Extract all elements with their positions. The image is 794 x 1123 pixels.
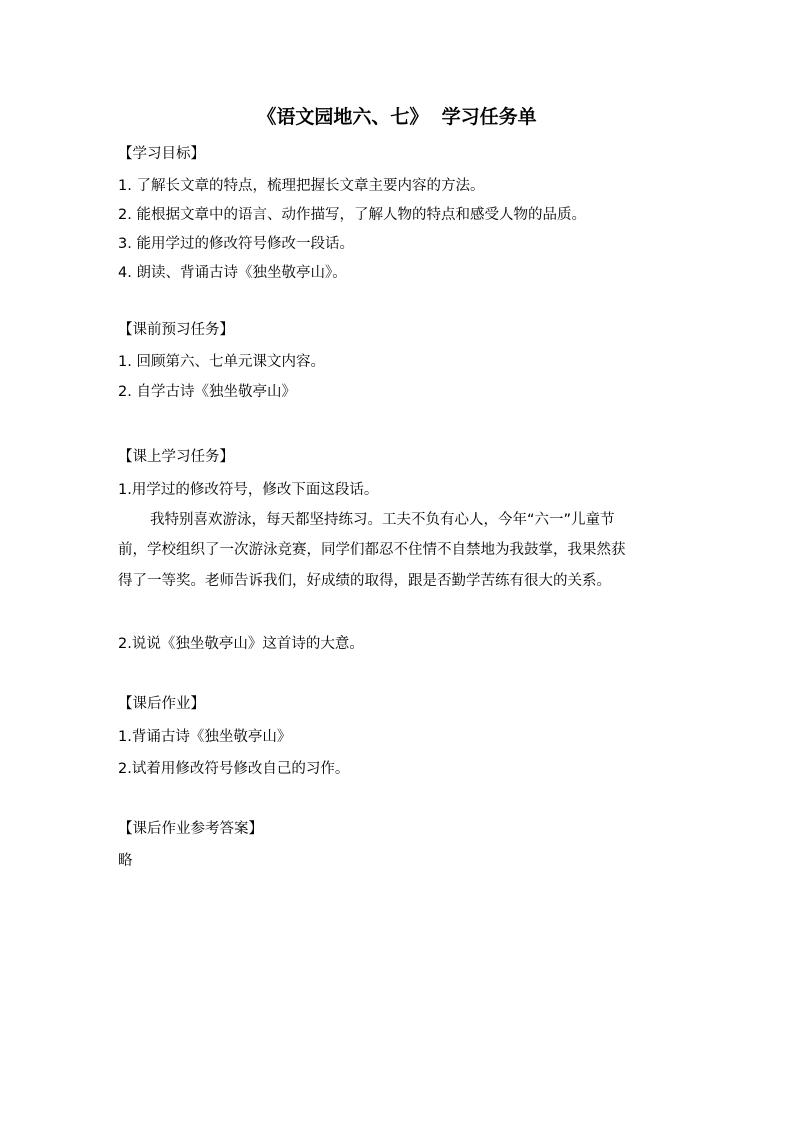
classwork-task-1: 1.用学过的修改符号，修改下面这段话。 [118,482,379,498]
objective-item-2: 2. 能根据文章中的语言、动作描写，了解人物的特点和感受人物的品质。 [118,207,586,223]
page-title: 《语文园地六、七》 学习任务单 [257,106,537,128]
passage-line-3: 得了一等奖。老师告诉我们，好成绩的取得，跟是否勤学苦练有很大的关系。 [118,573,611,589]
classwork-heading: 【课上学习任务】 [118,449,234,465]
passage-line-2: 前，学校组织了一次游泳竞赛，同学们都忍不住情不自禁地为我鼓掌，我果然获 [118,542,626,558]
passage-line-1: 我特别喜欢游泳，每天都坚持练习。工夫不负有心人，今年“六一”儿童节 [150,512,615,528]
objectives-heading: 【学习目标】 [118,146,205,162]
objective-item-3: 3. 能用学过的修改符号修改一段话。 [118,236,354,252]
answers-content: 略 [118,853,133,869]
classwork-task-2: 2.说说《独坐敬亭山》这首诗的大意。 [118,636,364,652]
homework-item-1: 1.背诵古诗《独坐敬亭山》 [118,729,292,745]
preview-heading: 【课前预习任务】 [118,322,234,338]
objective-item-4: 4. 朗读、背诵古诗《独坐敬亭山》。 [118,265,347,281]
preview-item-2: 2. 自学古诗《独坐敬亭山》 [118,384,296,400]
answers-heading: 【课后作业参考答案】 [118,821,263,837]
homework-heading: 【课后作业】 [118,696,205,712]
objective-item-1: 1. 了解长文章的特点，梳理把握长文章主要内容的方法。 [118,178,485,194]
preview-item-1: 1. 回顾第六、七单元课文内容。 [118,354,325,370]
homework-item-2: 2.试着用修改符号修改自己的习作。 [118,761,350,777]
